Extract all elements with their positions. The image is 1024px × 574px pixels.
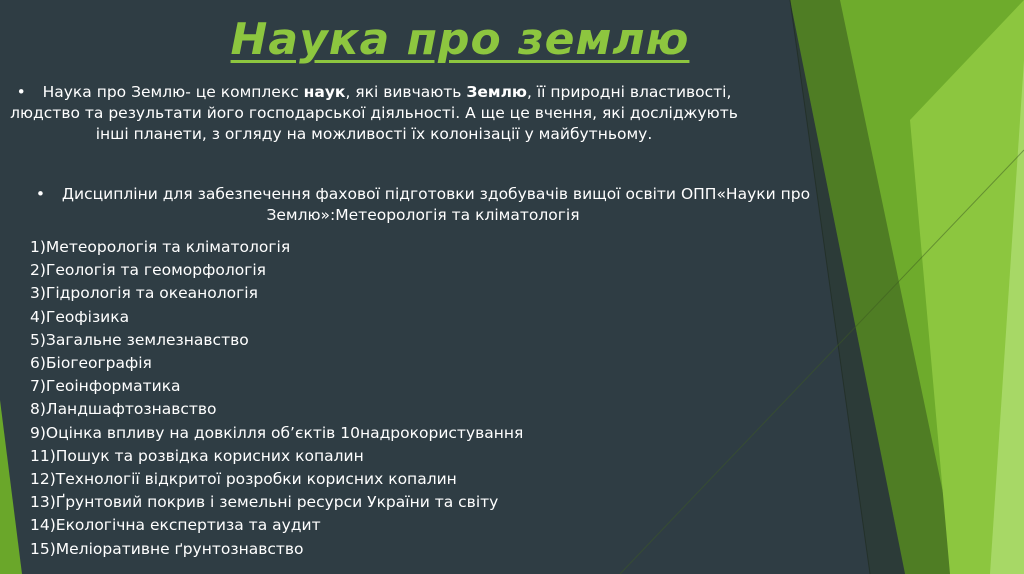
bullet-definition (6, 82, 742, 145)
facet-left-bottom (0, 400, 22, 574)
list-item: 5)Загальне землезнавство (30, 330, 249, 349)
list-item: 3)Гідрологія та океанологія (30, 284, 258, 303)
list-item: 4)Геофізика (30, 307, 130, 326)
slide-title: Наука про землю (230, 14, 690, 65)
bullet-marker: • (35, 185, 46, 203)
list-item: 7)Геоінформатика (30, 377, 181, 396)
list-item: 9)Оцінка впливу на довкілля об’єктів 10надрокористування (30, 423, 524, 442)
definition-bold-2: Землю (466, 83, 527, 101)
list-item: 15)Меліоративне ґрунтознавство (30, 539, 304, 558)
disciplines-list (30, 236, 730, 561)
list-item: 1)Метеорологія та кліматологія (30, 238, 291, 256)
list-item: 13)Ґрунтовий покрив і земельні ресурси України та світу (30, 493, 499, 512)
list-item: 2)Геологія та геоморфологія (30, 261, 267, 280)
definition-bold-1: наук (303, 83, 346, 101)
list-item: 11)Пошук та розвідка корисних копалин (30, 446, 364, 465)
list-item: 6)Біогеографія (30, 354, 152, 373)
disciplines-intro: Дисципліни для забезпечення фахової підготовки здобувачів вищої освіти ОПП«Науки про Землю»:Метеорологія та кліматологія (61, 185, 811, 224)
list-item: 14)Екологічна експертиза та аудит (30, 516, 321, 535)
bullet-disciplines (8, 184, 838, 226)
list-item: 8)Ландшафтознавство (30, 400, 217, 419)
definition-text-3: , її природні властивості, людство та результати його господарської діяльності. А ще це вчення, які досліджують інші планети, з огляду на можливості їх колонізації у майбутньому. (10, 83, 738, 143)
definition-text-1: Наука про Землю- це комплекс (42, 83, 304, 101)
list-item: 12)Технології відкритої розробки корисних копалин (30, 470, 457, 489)
definition-text-2: , які вивчають (345, 83, 467, 101)
bullet-marker: • (16, 83, 26, 101)
